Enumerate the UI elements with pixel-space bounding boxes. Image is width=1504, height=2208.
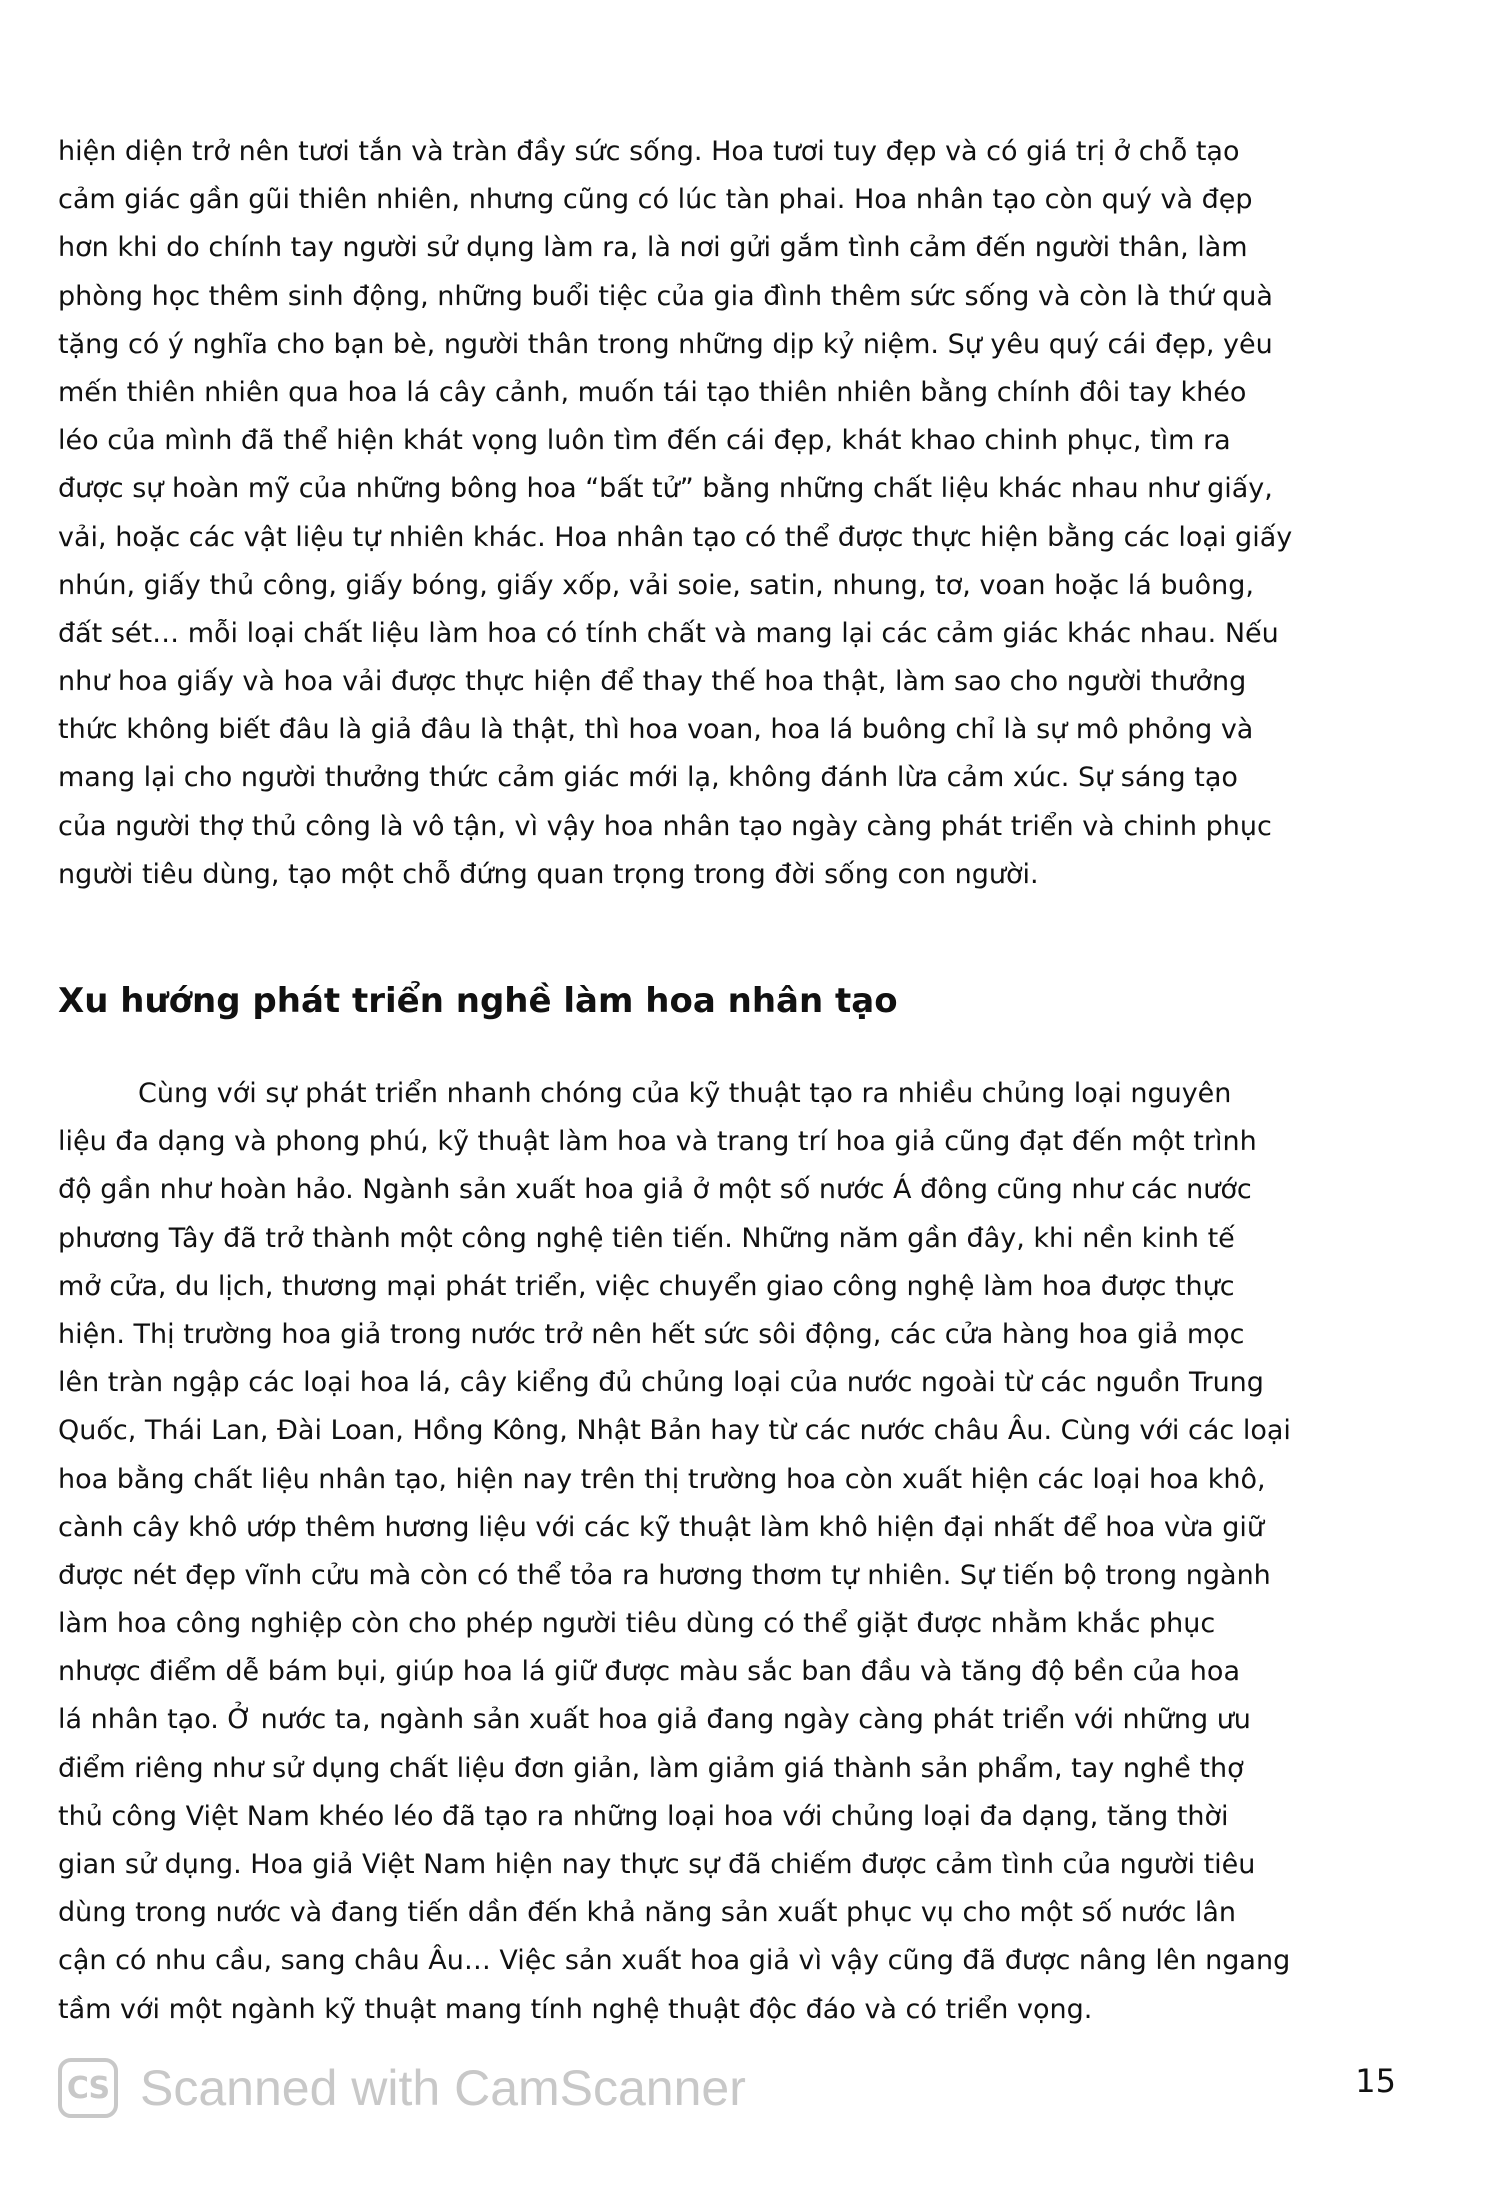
text-line: nhược điểm dễ bám bụi, giúp hoa lá giữ được màu sắc ban đầu và tăng độ bền của hoa — [58, 1656, 1240, 1688]
text-line: hiện. Thị trường hoa giả trong nước trở nên hết sức sôi động, các cửa hàng hoa giả mọc — [58, 1318, 1245, 1350]
paragraph-trends — [58, 1070, 1386, 2034]
text-line: thủ công Việt Nam khéo léo đã tạo ra những loại hoa với chủng loại đa dạng, tăng thời — [58, 1800, 1229, 1832]
text-line: liệu đa dạng và phong phú, kỹ thuật làm hoa và trang trí hoa giả cũng đạt đến một trình — [58, 1126, 1257, 1158]
text-line: dùng trong nước và đang tiến dần đến khả năng sản xuất phục vụ cho một số nước lân — [58, 1897, 1237, 1929]
text-line: Cùng với sự phát triển nhanh chóng của kỹ thuật tạo ra nhiều chủng loại nguyên — [138, 1078, 1232, 1109]
page-number: 15 — [1355, 2062, 1396, 2100]
text-line: cận có nhu cầu, sang châu Âu… Việc sản xuất hoa giả vì vậy cũng đã được nâng lên ngang — [58, 1945, 1291, 1977]
text-line: cảm giác gần gũi thiên nhiên, nhưng cũng có lúc tàn phai. Hoa nhân tạo còn quý và đẹp — [58, 184, 1253, 216]
text-line: điểm riêng như sử dụng chất liệu đơn giản, làm giảm giá thành sản phẩm, tay nghề thợ — [58, 1752, 1244, 1784]
text-line: mở cửa, du lịch, thương mại phát triển, việc chuyển giao công nghệ làm hoa được thực — [58, 1270, 1235, 1302]
text-line: như hoa giấy và hoa vải được thực hiện để thay thế hoa thật, làm sao cho người thưởng — [58, 666, 1247, 698]
text-line: gian sử dụng. Hoa giả Việt Nam hiện nay thực sự đã chiếm được cảm tình của người tiêu — [58, 1849, 1256, 1880]
text-line: đất sét… mỗi loại chất liệu làm hoa có tính chất và mang lại các cảm giác khác nhau. Nếu — [58, 617, 1279, 649]
text-line: nhún, giấy thủ công, giấy bóng, giấy xốp, vải soie, satin, nhung, tơ, voan hoặc lá buông, — [58, 569, 1254, 601]
text-line: mến thiên nhiên qua hoa lá cây cảnh, muốn tái tạo thiên nhiên bằng chính đôi tay khéo — [58, 376, 1247, 408]
watermark-text: Scanned with CamScanner — [140, 2060, 746, 2116]
text-line: lá nhân tạo. Ở nước ta, ngành sản xuất hoa giả đang ngày càng phát triển với những ưu — [58, 1704, 1251, 1736]
text-line: léo của mình đã thể hiện khát vọng luôn tìm đến cái đẹp, khát khao chinh phục, tìm ra — [58, 425, 1231, 457]
text-line: phòng học thêm sinh động, những buổi tiệc của gia đình thêm sức sống và còn là thứ quà — [58, 280, 1273, 312]
text-line: tầm với một ngành kỹ thuật mang tính nghệ thuật độc đáo và có triển vọng. — [58, 1993, 1093, 2025]
text-line: mang lại cho người thưởng thức cảm giác mới lạ, không đánh lừa cảm xúc. Sự sáng tạo — [58, 762, 1238, 794]
camscanner-logo-icon: CS — [58, 2058, 118, 2118]
text-line: người tiêu dùng, tạo một chỗ đứng quan trọng trong đời sống con người. — [58, 858, 1039, 890]
text-line: được sự hoàn mỹ của những bông hoa “bất tử” bằng những chất liệu khác nhau như giấy, — [58, 473, 1273, 505]
text-line: hiện diện trở nên tươi tắn và tràn đầy sức sống. Hoa tươi tuy đẹp và có giá trị ở chỗ tạo — [58, 136, 1240, 167]
text-line: tặng có ý nghĩa cho bạn bè, người thân trong những dịp kỷ niệm. Sự yêu quý cái đẹp, yêu — [58, 328, 1273, 360]
camscanner-watermark — [58, 2055, 746, 2121]
text-line: thức không biết đâu là giả đâu là thật, thì hoa voan, hoa lá buông chỉ là sự mô phỏng và — [58, 714, 1254, 746]
text-line: làm hoa công nghiệp còn cho phép người tiêu dùng có thể giặt được nhằm khắc phục — [58, 1608, 1216, 1640]
text-line: độ gần như hoàn hảo. Ngành sản xuất hoa giả ở một số nước Á đông cũng như các nước — [58, 1174, 1252, 1206]
text-line: vải, hoặc các vật liệu tự nhiên khác. Hoa nhân tạo có thể được thực hiện bằng các loại giấy — [58, 521, 1293, 553]
text-line: được nét đẹp vĩnh cửu mà còn có thể tỏa ra hương thơm tự nhiên. Sự tiến bộ trong ngành — [58, 1559, 1271, 1591]
paragraph-intro — [58, 128, 1386, 899]
text-line: lên tràn ngập các loại hoa lá, cây kiểng đủ chủng loại của nước ngoài từ các nguồn Trung — [58, 1367, 1264, 1399]
text-line: Quốc, Thái Lan, Đài Loan, Hồng Kông, Nhật Bản hay từ các nước châu Âu. Cùng với các loại — [58, 1415, 1291, 1447]
text-line: của người thợ thủ công là vô tận, vì vậy hoa nhân tạo ngày càng phát triển và chinh phục — [58, 810, 1272, 842]
text-line: hoa bằng chất liệu nhân tạo, hiện nay trên thị trường hoa còn xuất hiện các loại hoa khô, — [58, 1463, 1266, 1495]
text-line: hơn khi do chính tay người sử dụng làm ra, là nơi gửi gắm tình cảm đến người thân, làm — [58, 232, 1248, 264]
text-line: cành cây khô ướp thêm hương liệu với các kỹ thuật làm khô hiện đại nhất để hoa vừa giữ — [58, 1511, 1265, 1543]
text-line: phương Tây đã trở thành một công nghệ tiên tiến. Những năm gần đây, khi nền kinh tế — [58, 1222, 1235, 1254]
section-heading: Xu hướng phát triển nghề làm hoa nhân tạo — [58, 981, 898, 1021]
